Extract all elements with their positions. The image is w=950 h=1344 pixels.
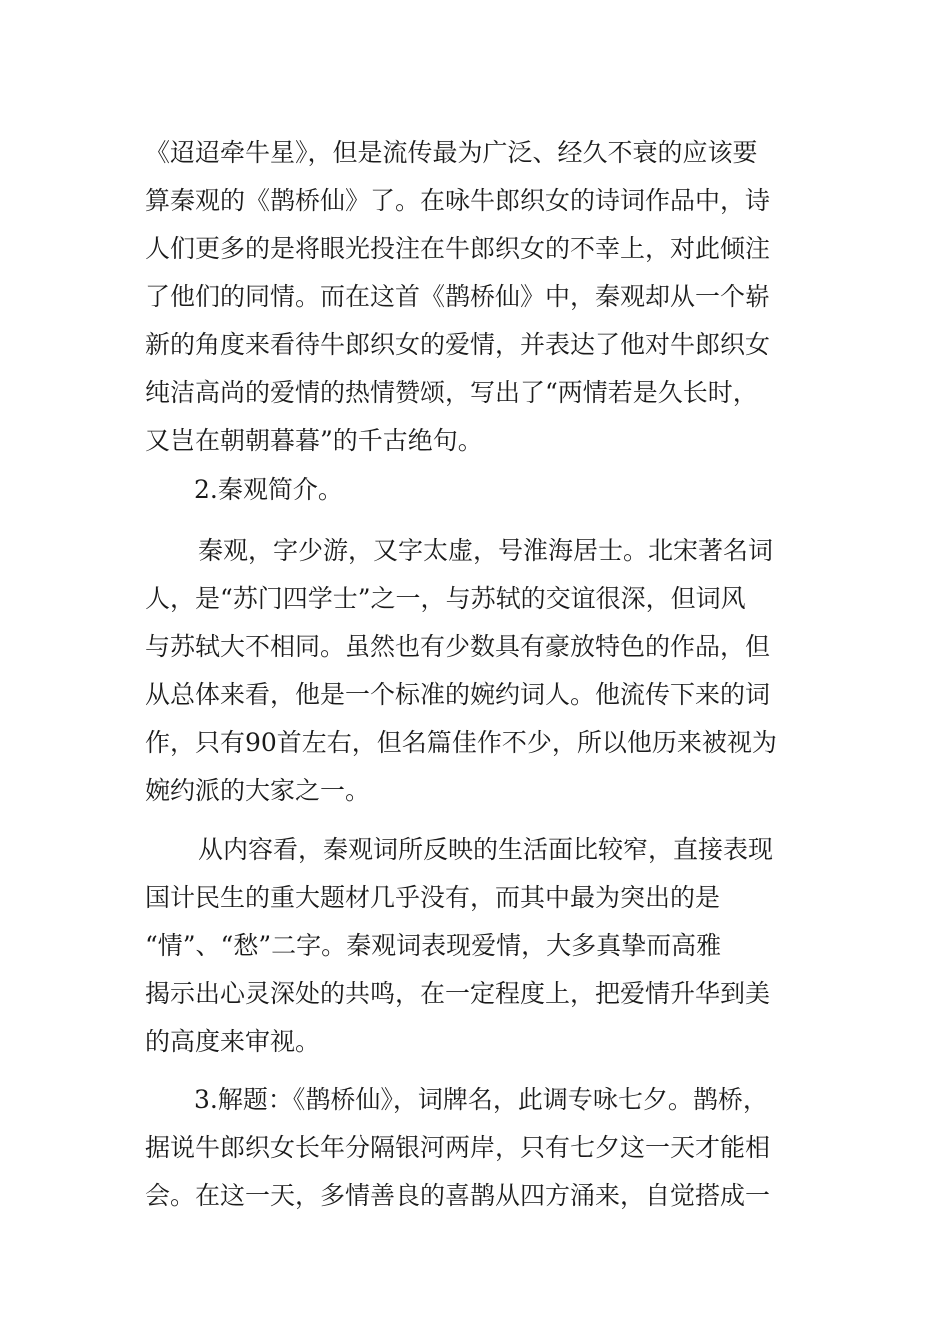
text-line: 国计民生的重大题材几乎没有，而其中最为突出的是 bbox=[145, 883, 721, 912]
text-line: 新的角度来看待牛郎织女的爱情，并表达了他对牛郎织女 bbox=[145, 330, 771, 359]
text-line: 据说牛郎织女长年分隔银河两岸，只有七夕这一天才能相 bbox=[145, 1133, 771, 1162]
text-line: 揭示出心灵深处的共鸣，在一定程度上，把爱情升华到美 bbox=[145, 979, 771, 1008]
text-line: 人们更多的是将眼光投注在牛郎织女的不幸上，对此倾注 bbox=[145, 234, 771, 263]
text-line: 作，只有90首左右，但名篇佳作不少，所以他历来被视为 bbox=[145, 728, 777, 757]
text-line: 算秦观的《鹊桥仙》了。在咏牛郎织女的诗词作品中，诗 bbox=[145, 186, 771, 215]
text-line: “情”、“愁”二字。秦观词表现爱情，大多真挚而高雅 bbox=[145, 931, 722, 960]
section-heading: 2.秦观简介。 bbox=[194, 475, 343, 504]
text-line: 与苏轼大不相同。虽然也有少数具有豪放特色的作品，但 bbox=[145, 632, 771, 661]
text-line: 又岂在朝朝暮暮”的千古绝句。 bbox=[145, 426, 483, 455]
text-line: 《迢迢牵牛星》，但是流传最为广泛、经久不衰的应该要 bbox=[145, 138, 758, 167]
text-line: 3.解题：《鹊桥仙》，词牌名，此调专咏七夕。鹊桥， bbox=[194, 1085, 768, 1114]
text-line: 纯洁高尚的爱情的热情赞颂，写出了“两情若是久长时， bbox=[145, 378, 758, 407]
text-line: 了他们的同情。而在这首《鹊桥仙》中，秦观却从一个崭 bbox=[145, 282, 771, 311]
text-line: 会。在这一天，多情善良的喜鹊从四方涌来，自觉搭成一 bbox=[145, 1181, 771, 1210]
text-line: 婉约派的大家之一。 bbox=[145, 776, 371, 805]
text-line: 秦观，字少游，又字太虚，号淮海居士。北宋著名词 bbox=[198, 536, 774, 565]
text-line: 人，是“苏门四学士”之一，与苏轼的交谊很深，但词风 bbox=[145, 584, 746, 613]
text-line: 从总体来看，他是一个标准的婉约词人。他流传下来的词 bbox=[145, 680, 771, 709]
text-line: 从内容看，秦观词所反映的生活面比较窄，直接表现 bbox=[198, 835, 774, 864]
text-line: 的高度来审视。 bbox=[145, 1027, 321, 1056]
